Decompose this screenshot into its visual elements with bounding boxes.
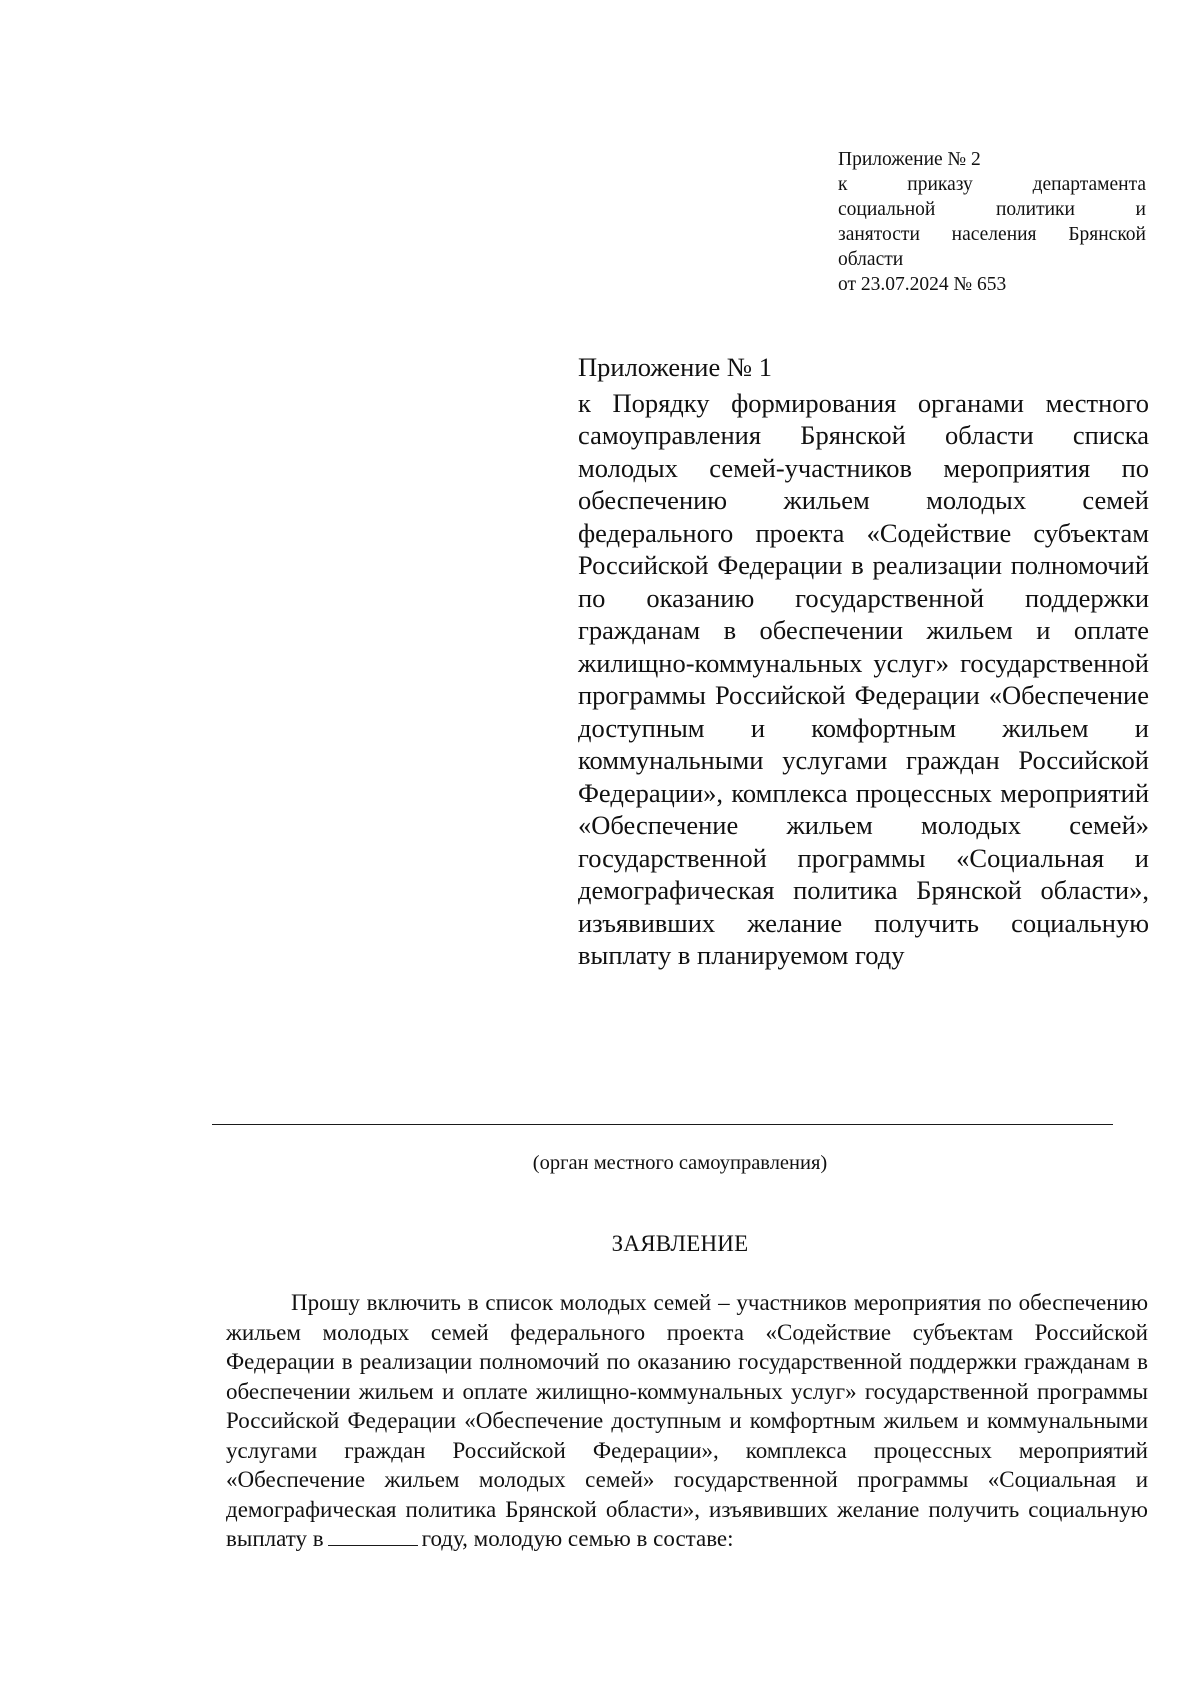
appendix-2-date-line: от 23.07.2024 № 653	[838, 274, 1007, 295]
appendix-1-header	[578, 351, 1149, 972]
statement-text-part-1: Прошу включить в список молодых семей – участников мероприятия по обеспечению жильем молодых семей федерального проекта «Содействие субъектам Российской Федерации в реализации полномочий по оказанию государственной поддержки гражданам в обеспечении жильем и оплате жилищно-коммунальных услуг» государственной программы Российской Федерации «Обеспечение доступным и комфортным жильем и коммунальными услугами граждан Российской Федерации», комплекса процессных мероприятий «Обеспечение жильем молодых семей» государственной программы «Социальная и демографическая политика Брянской области», изъявивших желание получить социальную выплату в	[226, 1290, 1148, 1551]
appendix-2-line-4: области	[838, 249, 904, 270]
document-title: ЗАЯВЛЕНИЕ	[611, 1231, 749, 1256]
statement-paragraph	[226, 1288, 1148, 1554]
statement-text-part-2: году, молодую семью в составе:	[421, 1526, 734, 1551]
appendix-2-line-2: социальной политики и	[838, 199, 1146, 220]
appendix-2-line-3: занятости населения Брянской	[838, 224, 1146, 245]
organ-signature-line	[212, 1124, 1113, 1125]
appendix-1-text: к Порядку формирования органами местного самоуправления Брянской области списка молодых семей-участников мероприятия по обеспечению жильем молодых семей федерального проекта «Содействие субъектам Российской Федерации в реализации полномочий по оказанию государственной поддержки гражданам в обеспечении жильем и оплате жилищно-коммунальных услуг» государственной программы Российской Федерации «Обеспечение доступным и комфортным жильем и коммунальными услугами граждан Российской Федерации», комплекса процессных мероприятий «Обеспечение жильем молодых семей» государственной программы «Социальная и демографическая политика Брянской области», изъявивших желание получить социальную выплату в планируемом году	[578, 387, 1149, 970]
appendix-2-title: Приложение № 2	[838, 149, 981, 170]
appendix-1-title: Приложение № 1	[578, 352, 773, 382]
year-blank-line	[328, 1526, 418, 1546]
appendix-2-header	[838, 147, 1146, 297]
organ-caption: (орган местного самоуправления)	[532, 1152, 828, 1174]
appendix-2-line-1: к приказу департамента	[838, 174, 1146, 195]
